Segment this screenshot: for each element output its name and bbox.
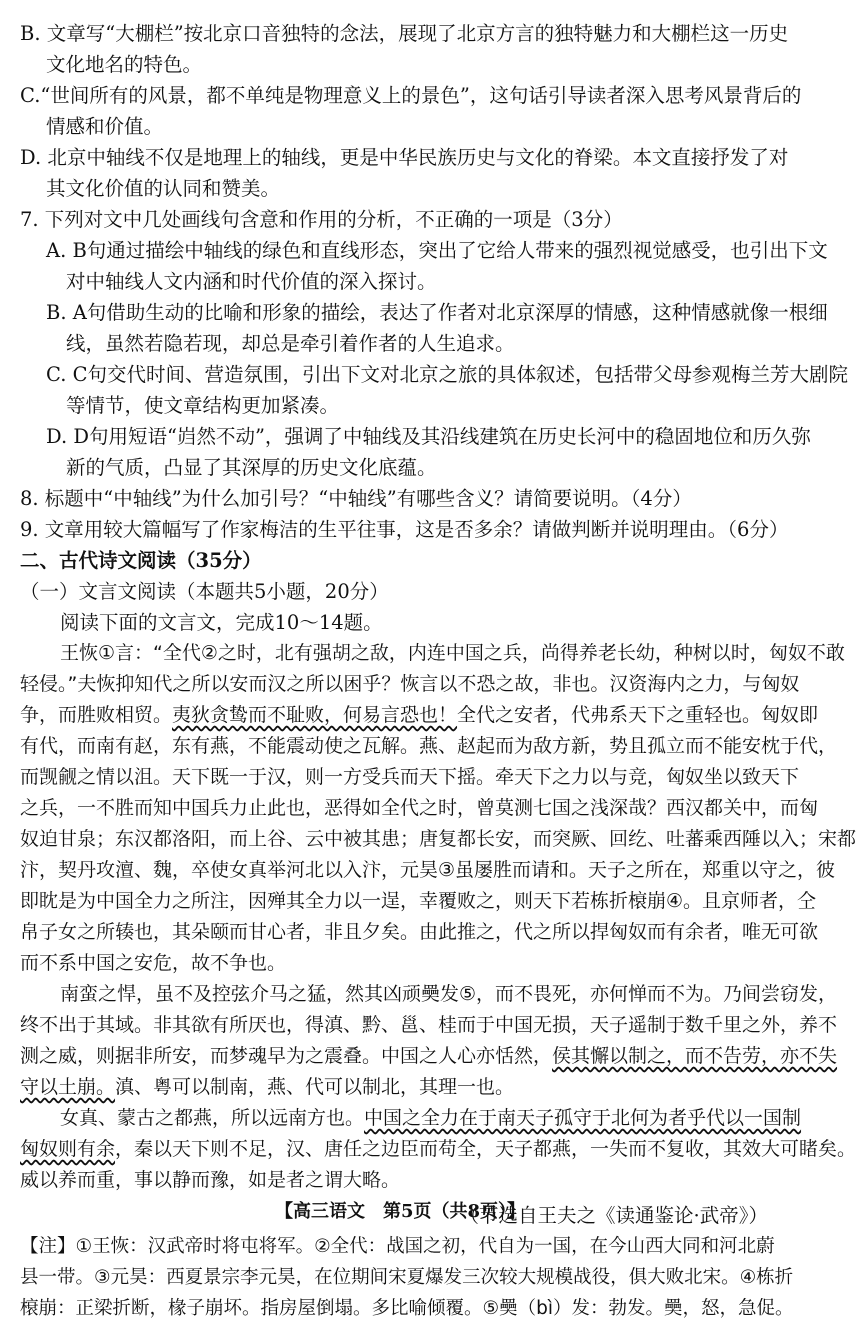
option-7a-line1: A. B句通过描绘中轴线的绿色和直线形态，突出了它给人带来的强烈视觉感受，也引出下文 xyxy=(46,239,828,262)
wavy-underlined-sentence: 守以土崩。 xyxy=(20,1076,116,1098)
annotation-line: 县一带。③元昊：西夏景宗李元昊，在位期间宋夏爆发三次较大规模战役，俱大败北宋。④栋折 xyxy=(20,1267,794,1288)
passage-line: 而不系中国之安危，故不争也。 xyxy=(20,952,287,974)
option-6b-line1: B. 文章写“大棚栏”按北京口音独特的念法，展现了北京方言的独特魅力和大棚栏这一历史 xyxy=(20,22,789,45)
wavy-underlined-sentence: 中国之全力在于南天子孤守于北何为者乎代以一国制 xyxy=(364,1107,802,1129)
section-heading: 二、古代诗文阅读（35分） xyxy=(20,549,262,572)
passage-line: 轻侵。”夫恢抑知代之所以安而汉之所以困乎？恢言以不恐之故，非也。汉资海内之力，与匈奴 xyxy=(20,673,800,695)
passage-text: ，秦以天下则不足，汉、唐任之边臣而苟全，天子都燕，一失而不复收，其效大可睹矣。 xyxy=(115,1138,856,1160)
passage-line: 而觊觎之情以沮。天下既一于汉，则一方受兵而天下摇。牵天下之力以与竞，匈奴坐以致天下 xyxy=(20,766,800,788)
option-7c-line2: 等情节，使文章结构更加紧凑。 xyxy=(66,394,340,417)
document-page xyxy=(20,18,856,1324)
option-6d-line2: 其文化价值的认同和赞美。 xyxy=(46,177,281,200)
passage-text: 测之威，则据非所安，而梦魂早为之震叠。中国之人心亦恬然， xyxy=(20,1045,553,1067)
passage-line: 即眈是为中国全力之所注，因殚其全力以一逞，幸覆败之，则天下若栋折榱崩④。且京师者，仝 xyxy=(20,890,817,912)
option-7b-line1: B. A句借助生动的比喻和形象的描绘，表达了作者对北京深厚的情感，这种情感就像一根细 xyxy=(46,301,828,324)
annotation-line: 榱崩：正梁折断，椽子崩坏。指房屋倒塌。多比喻倾覆。⑤奰（bì）发：勃发。奰，怒，急促。 xyxy=(20,1298,794,1319)
option-6b-line2: 文化地名的特色。 xyxy=(46,53,203,76)
option-7b-line2: 线，虽然若隐若现，却总是牵引着作者的人生追求。 xyxy=(66,332,515,355)
passage-line xyxy=(20,1072,780,1103)
passage-source: （节选自王夫之《读通鉴论·武帝》） xyxy=(459,1204,768,1227)
wavy-underlined-sentence: 侯其懈以制之，而不告劳，亦不失 xyxy=(552,1045,838,1067)
option-6c-line1: C.“世间所有的风景，都不单纯是物理意义上的景色”，这句话引导读者深入思考风景背后的 xyxy=(20,84,802,107)
passage-text: 全代之安者，代弗系天下之重轻也。匈奴即 xyxy=(457,704,819,726)
option-6c-line2: 情感和价值。 xyxy=(46,115,164,138)
passage-line xyxy=(20,1134,856,1165)
passage-line: 帛子女之所辏也，其朵颐而甘心者，非且夕矣。由此推之，代之所以捍匈奴而有余者，唯无可欲 xyxy=(20,921,819,943)
passage-line xyxy=(20,1041,838,1072)
page-footer: 【高三语文 第5页（共8页）】 xyxy=(274,1201,526,1222)
option-7a-line2: 对中轴线人文内涵和时代价值的深入探讨。 xyxy=(66,270,437,293)
question-9: 9. 文章用较大篇幅写了作家梅洁的生平往事，这是否多余？请做判断并说明理由。（6分） xyxy=(20,518,789,541)
passage-line: 汴，契丹攻澶、魏，卒使女真举河北以入汴，元昊③虽屡胜而请和。天子之所在，郑重以守之，彼 xyxy=(20,859,836,881)
subsection-heading: （一）文言文阅读（本题共5小题，20分） xyxy=(20,580,389,603)
question-7: 7. 下列对文中几处画线句含意和作用的分析，不正确的一项是（3分） xyxy=(20,208,623,231)
reading-instruction: 阅读下面的文言文，完成10～14题。 xyxy=(60,611,383,634)
passage-line: 奴迫甘泉；东汉都洛阳，而上谷、云中被其患；唐复都长安，而突厥、回纥、吐蕃乘西陲以入；宋都 xyxy=(20,828,856,850)
passage-line xyxy=(20,700,819,731)
option-7d-line2: 新的气质，凸显了其深厚的历史文化底蕴。 xyxy=(66,456,437,479)
wavy-underlined-sentence: 夷狄贪鸷而不耻败，何易言恐也！ xyxy=(172,704,458,726)
annotation-line: 【注】①王恢：汉武帝时将屯将军。②全代：战国之初，代自为一国，在今山西大同和河北蔚 xyxy=(20,1236,775,1257)
passage-line: 王恢①言：“全代②之时，北有强胡之敌，内连中国之兵，尚得养老长幼，种树以时，匈奴不敢 xyxy=(60,642,845,664)
option-6d-line1: D. 北京中轴线不仅是地理上的轴线，更是中华民族历史与文化的脊梁。本文直接抒发了对 xyxy=(20,146,789,169)
passage-text: 滇、粤可以制南，燕、代可以制北，其理一也。 xyxy=(115,1076,515,1098)
option-7d-line1: D. D句用短语“岿然不动”，强调了中轴线及其沿线建筑在历史长河中的稳固地位和历久弥 xyxy=(46,425,811,448)
passage-line: 威以养而重，事以静而豫，如是者之谓大略。 xyxy=(20,1169,401,1191)
option-7c-line1: C. C句交代时间、营造氛围，引出下文对北京之旅的具体叙述，包括带父母参观梅兰芳大剧院 xyxy=(46,363,849,386)
passage-line: 之兵，一不胜而知中国兵力止此也，恶得如全代之时，曾莫测七国之浅深哉？西汉都关中，而匈 xyxy=(20,797,819,819)
passage-line: 终不出于其域。非其欲有所厌也，得滇、黔、邕、桂而于中国无损，天子遥制于数千里之外，养不 xyxy=(20,1014,838,1036)
passage-text: 争，而胜败相贸。 xyxy=(20,704,173,726)
question-8: 8. 标题中“中轴线”为什么加引号？“中轴线”有哪些含义？请简要说明。（4分） xyxy=(20,487,692,510)
passage-line: 有代，而南有赵，东有燕，不能震动使之瓦解。燕、赵起而为敌方新，势且孤立而不能安枕于代， xyxy=(20,735,838,757)
passage-text: 女真、蒙古之都燕，所以远南方也。 xyxy=(60,1107,365,1129)
passage-line: 南蛮之悍，虽不及控弦介马之猛，然其凶顽奰发⑤，而不畏死，亦何惮而不为。乃间尝窃发， xyxy=(60,983,838,1005)
wavy-underlined-sentence: 匈奴则有余 xyxy=(20,1138,116,1160)
passage-line xyxy=(20,1103,802,1134)
